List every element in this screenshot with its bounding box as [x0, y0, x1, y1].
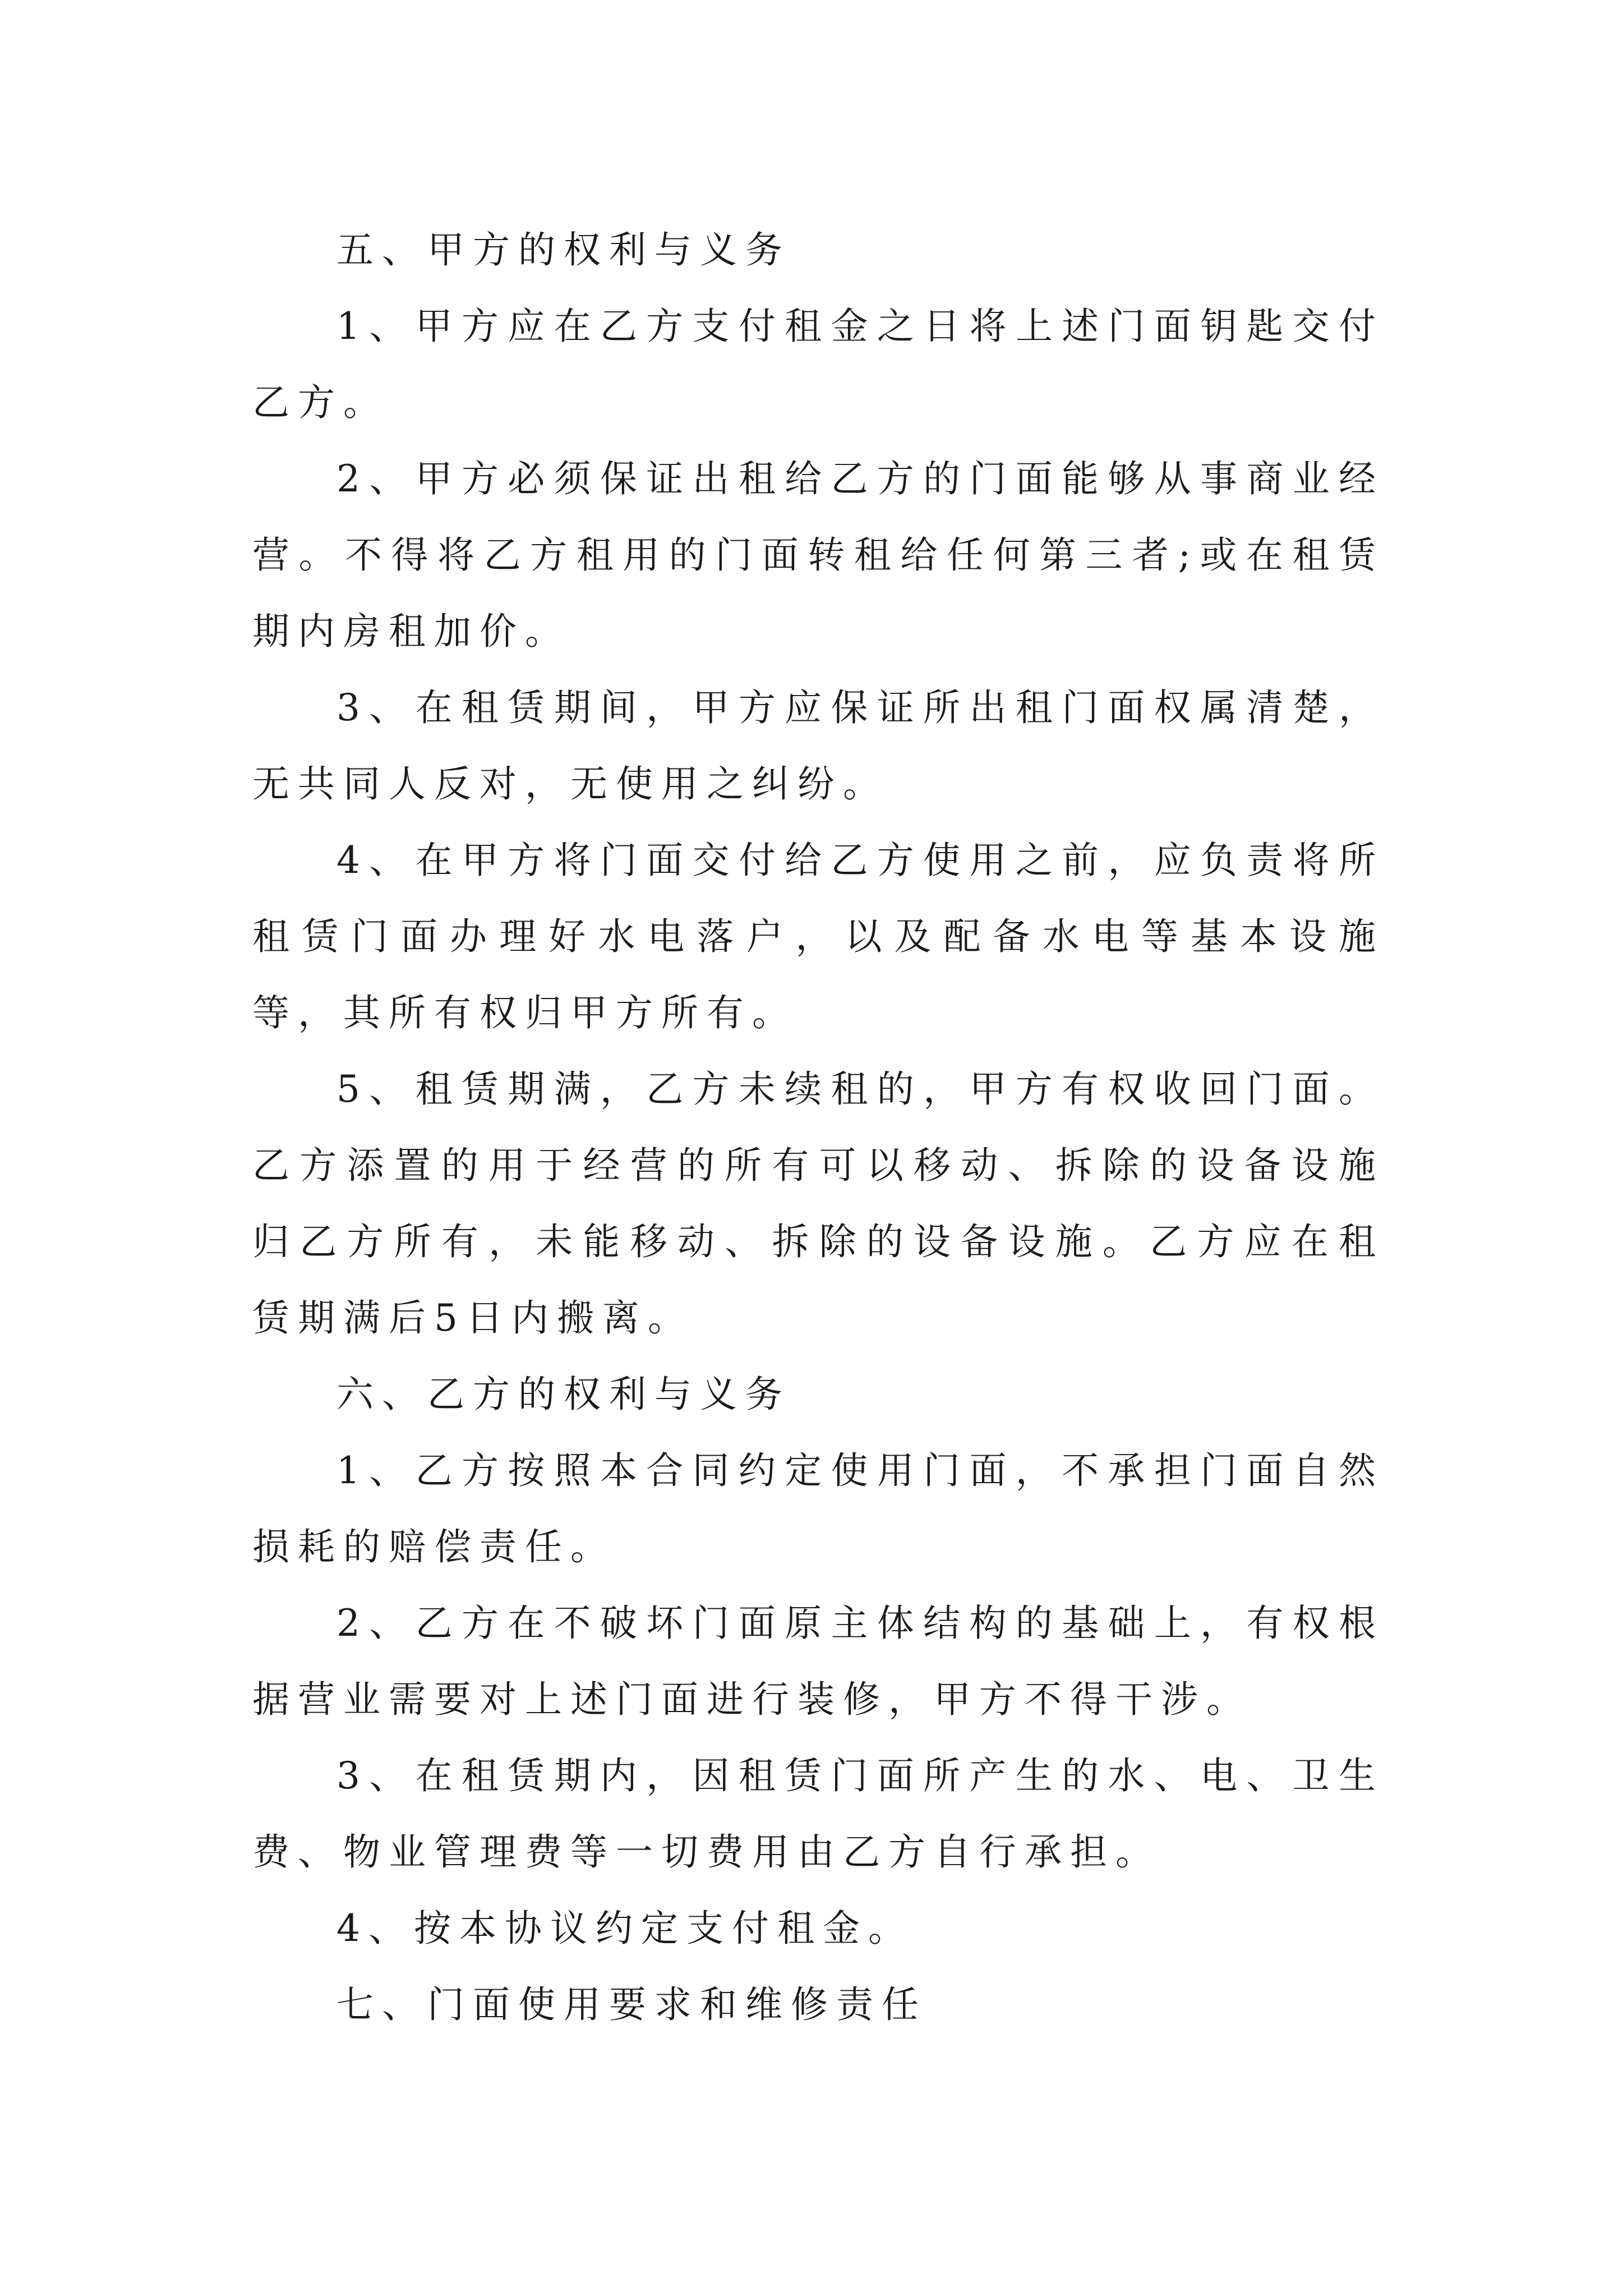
section-heading-7: 七、门面使用要求和维修责任 [336, 1983, 927, 2026]
clause-5-4: 4、在甲方将门面交付给乙方使用之前，应负责将所租赁门面办理好水电落户，以及配备水电等基本设施等，其所有权归甲方所有。 [252, 839, 1384, 1034]
clause-5-1: 1、甲方应在乙方支付租金之日将上述门面钥匙交付乙方。 [252, 305, 1384, 424]
clause-5-2: 2、甲方必须保证出租给乙方的门面能够从事商业经营。不得将乙方租用的门面转租给任何第三者;或在租赁期内房租加价。 [252, 457, 1384, 653]
clause-6-1: 1、乙方按照本合同约定使用门面，不承担门面自然损耗的赔偿责任。 [252, 1449, 1384, 1568]
section-heading-6: 六、乙方的权利与义务 [336, 1373, 791, 1416]
clause-6-4: 4、按本协议约定支付租金。 [336, 1907, 914, 1950]
document-body [252, 212, 1384, 2043]
section-heading-5: 五、甲方的权利与义务 [336, 228, 791, 272]
clause-6-3: 3、在租赁期内，因租赁门面所产生的水、电、卫生费、物业管理费等一切费用由乙方自行承担。 [252, 1754, 1384, 1874]
clause-5-3: 3、在租赁期间，甲方应保证所出租门面权属清楚，无共同人反对，无使用之纠纷。 [252, 686, 1384, 806]
clause-5-5: 5、租赁期满，乙方未续租的，甲方有权收回门面。乙方添置的用于经营的所有可以移动、拆除的设备设施归乙方所有，未能移动、拆除的设备设施。乙方应在租赁期满后5日内搬离。 [252, 1068, 1384, 1340]
clause-6-2: 2、乙方在不破坏门面原主体结构的基础上，有权根据营业需要对上述门面进行装修，甲方不得干涉。 [252, 1602, 1384, 1721]
